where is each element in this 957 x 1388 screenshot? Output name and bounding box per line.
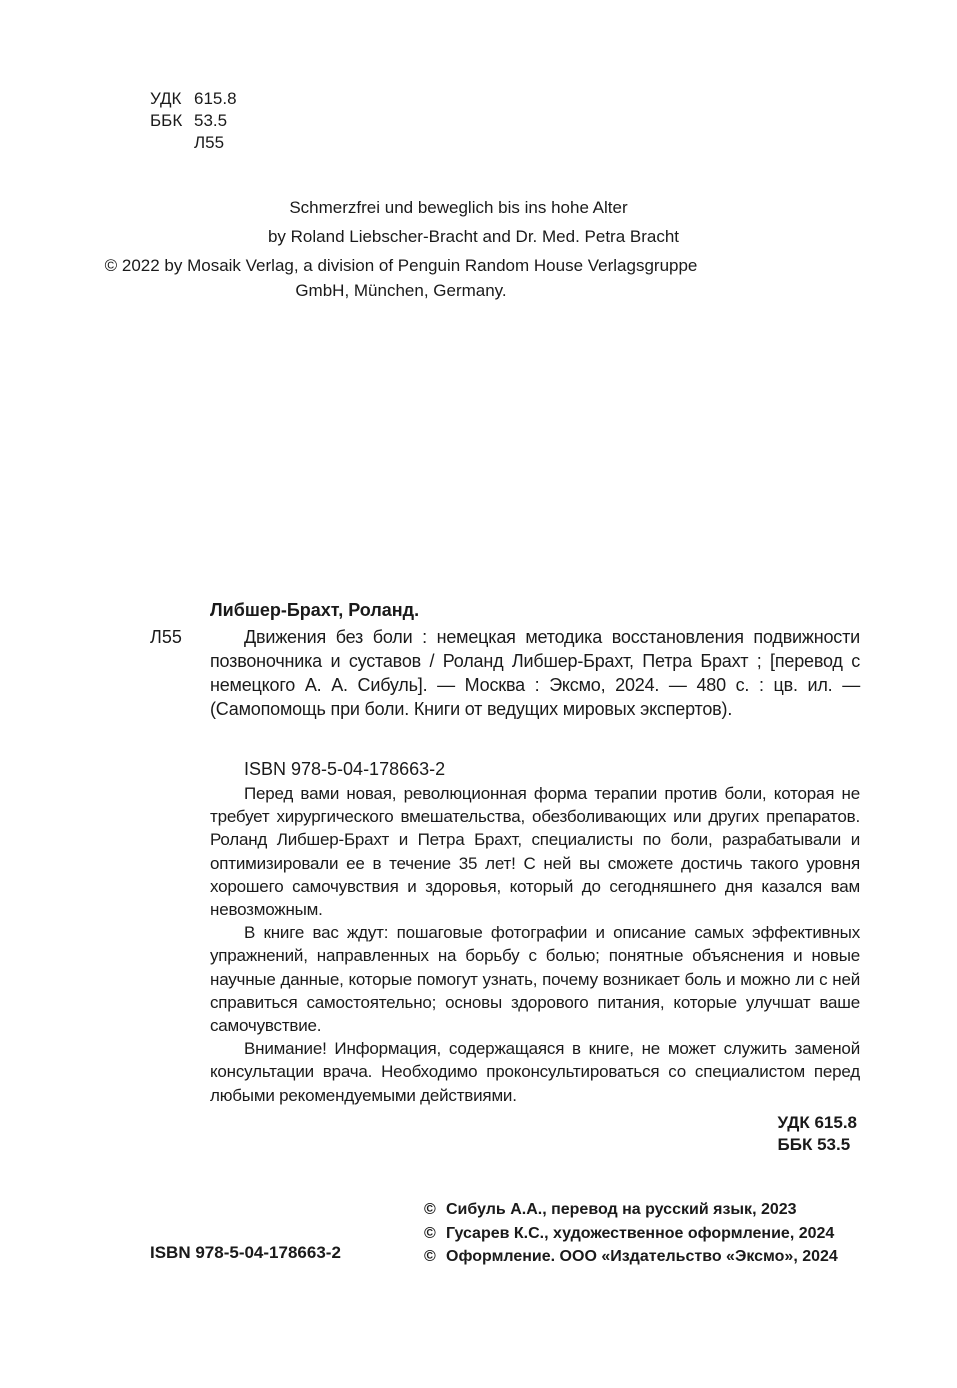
original-authors: by Roland Liebscher-Bracht and Dr. Med. Petra Bracht: [267, 227, 680, 246]
catalog-author-code: Л55: [150, 627, 182, 647]
catalog-description: Движения без боли : немецкая методика восстановления подвижности позвоночника и суставов / Роланд Либшер-Брахт, Петра Брахт ; [перевод с немецкого А. А. Сибуль]. — Москва : Эксмо, 2024. — 480 с. : цв. ил. — (Самопомощь при боли. Книги от ведущих мировых экспертов).: [210, 627, 860, 719]
original-edition-info: [104, 193, 957, 302]
copyright-item: [424, 1222, 838, 1246]
copyright-item: [424, 1198, 838, 1222]
udk-bottom: УДК 615.8: [777, 1113, 857, 1132]
udk-row: [150, 88, 237, 110]
annotation-paragraph: В книге вас ждут: пошаговые фотографии и описание самых эффективных упражнений, направленных на борьбу с болью; понятные объяснения и новые научные данные, которые помогут узнать, почему возникает боль и можно ли с ней справиться самостоятельно; основы здорового питания, которые улучшат ваше самочувствие.: [210, 923, 860, 1036]
original-copyright-line-2: GmbH, München, Germany.: [295, 281, 507, 300]
author-mark-row: [150, 132, 237, 154]
copyright-text: Гусарев К.С., художественное оформление, 2024: [446, 1224, 835, 1242]
copyright-list: [424, 1198, 838, 1269]
original-copyright-line-1: © 2022 by Mosaik Verlag, a division of Penguin Random House Verlagsgruppe: [104, 256, 698, 275]
annotation: [210, 782, 860, 1107]
annotation-paragraph: Перед вами новая, революционная форма терапии против боли, которая не требует хирургического вмешательства, обезболивающих или других препаратов. Роланд Либшер-Брахт и Петра Брахт, специалисты по боли, разрабатывали и оптимизировали ее в течение 35 лет! С ней вы сможете достичь такого уровня хорошего самочувствия и здоровья, который до сегодняшнего дня казался вам невозможным.: [210, 784, 860, 920]
copyright-text: Оформление. ООО «Издательство «Эксмо», 2024: [446, 1248, 838, 1265]
udk-value: 615.8: [194, 89, 237, 108]
bbk-bottom: ББК 53.5: [777, 1135, 851, 1154]
copyright-icon: ©: [424, 1201, 436, 1218]
author-mark-value: Л55: [194, 133, 225, 152]
classification-codes-bottom: [778, 1112, 857, 1156]
catalog-isbn: ISBN 978-5-04-178663-2: [244, 759, 446, 779]
annotation-paragraph: Внимание! Информация, содержащаяся в книге, не может служить заменой консультации врача. Необходимо проконсультироваться со специалистом перед любыми рекомендуемыми действиями.: [210, 1039, 860, 1105]
bbk-row: [150, 110, 237, 132]
copyright-icon: ©: [424, 1248, 436, 1265]
author-mark-label: [150, 132, 194, 154]
classification-codes-top: [150, 88, 237, 154]
bbk-label: ББК: [150, 111, 183, 130]
udk-label: УДК: [150, 89, 182, 108]
catalog-author-heading: Либшер-Брахт, Роланд.: [210, 600, 420, 620]
isbn-bottom: ISBN 978-5-04-178663-2: [150, 1243, 341, 1262]
copyright-text: Сибуль А.А., перевод на русский язык, 2023: [446, 1201, 797, 1218]
copyright-icon: ©: [424, 1224, 436, 1242]
copyright-item: [424, 1245, 838, 1269]
original-title: Schmerzfrei und beweglich bis ins hohe Alter: [289, 198, 628, 217]
bbk-value: 53.5: [194, 111, 228, 130]
